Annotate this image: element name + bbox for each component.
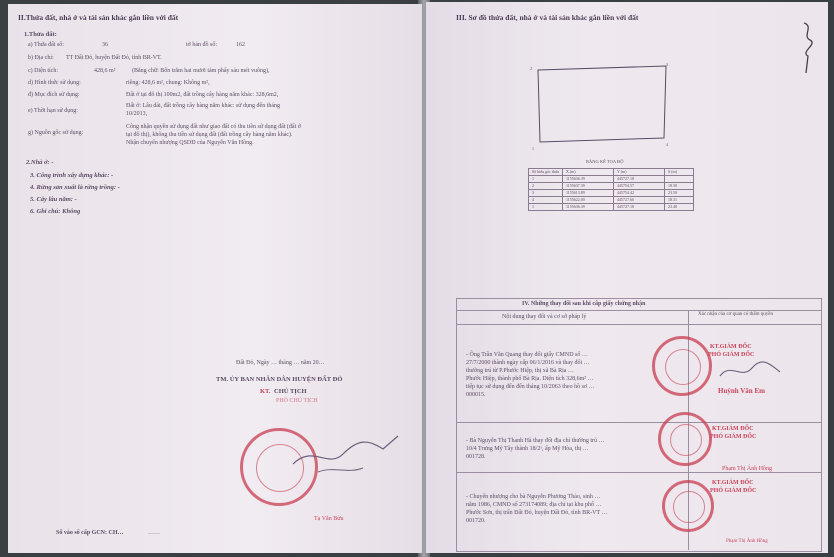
office-red-seal xyxy=(658,412,712,466)
section-2-title: II.Thửa đất, nhà ở và tài sản khác gắn liền với đất xyxy=(18,13,179,22)
change-line: năm 1986, CMND số 273174089; địa chỉ tại khu phố … xyxy=(466,502,602,508)
corner-handwritten-mark xyxy=(796,18,822,78)
section-4-title: IV. Những thay đổi sau khi cấp giấy chứng nhận xyxy=(522,301,646,307)
change-line: tiếp tục sử dụng đến đến tháng 10/2063 theo hồ sơ … xyxy=(466,384,595,390)
table-cell: 445754.42 xyxy=(613,190,664,197)
coord-table xyxy=(528,168,694,211)
table-row xyxy=(529,176,694,183)
section-3-title: III. Sơ đồ thửa đất, nhà ở và tài sản khác gắn liền với đất xyxy=(456,13,639,22)
left-page xyxy=(8,4,422,553)
table-cell: 18.31 xyxy=(664,197,693,204)
coord-header: X (m) xyxy=(562,169,613,176)
chairman-title: CHỦ TỊCH xyxy=(274,388,307,395)
svg-text:3: 3 xyxy=(666,62,668,67)
change-line: thường trú từ P.Phước Hiệp, thị xã Bà Rịa … xyxy=(466,368,574,374)
deputy-title-3: PHÓ GIÁM ĐỐC xyxy=(710,488,757,494)
duration-line-1: Đất ở: Lâu dài, đất trồng cây hàng năm khác: sử dụng đến tháng xyxy=(126,103,281,109)
director-title-1: KT.GIÁM ĐỐC xyxy=(710,344,752,350)
coord-table-title: BẢNG KÊ TỌA ĐỘ xyxy=(586,159,624,164)
table-cell: 1155637.39 xyxy=(562,183,613,190)
chairman-name: Tạ Văn Bửu xyxy=(314,516,344,522)
usage-form: riêng: 428,6 m², chung: Không m², xyxy=(126,80,210,86)
notes-line: 6. Ghi chú: Không xyxy=(30,208,81,215)
table-row xyxy=(529,190,694,197)
table-cell: 445727.18 xyxy=(613,204,664,211)
parcel-no: 36 xyxy=(102,42,108,48)
table-cell: 2 xyxy=(529,183,563,190)
coord-header: Y (m) xyxy=(613,169,664,176)
table-cell xyxy=(664,176,693,183)
coord-header: Số hiệu góc thửa xyxy=(529,169,563,176)
table-cell: 3 xyxy=(529,190,563,197)
table-cell: 23.40 xyxy=(664,204,693,211)
table-cell: 445727.66 xyxy=(613,197,664,204)
table-cell: 1 xyxy=(529,204,563,211)
table-cell: 1 xyxy=(529,176,563,183)
origin-line-2: tại đô thị), không thu tiền sử dụng đất (đất trồng cây hàng năm khác). xyxy=(126,132,293,138)
table-cell: 445754.57 xyxy=(613,183,664,190)
change-line: 001728. xyxy=(466,454,486,460)
land-title: 1.Thửa đất: xyxy=(24,31,57,38)
col-confirm-header: Xác nhận của cơ quan có thẩm quyền xyxy=(698,312,773,317)
table-divider xyxy=(456,324,822,325)
forest-line: 4. Rừng sản xuất là rừng trồng: - xyxy=(30,184,120,191)
gcn-register-no: …… xyxy=(148,530,160,536)
svg-text:2: 2 xyxy=(530,66,532,71)
map-sheet: 162 xyxy=(236,42,245,48)
deputy-signature-1 xyxy=(716,358,786,384)
map-sheet-label: tờ bản đồ số: xyxy=(186,42,218,48)
table-cell: 1155636.39 xyxy=(562,176,613,183)
purpose-label: đ) Mục đích sử dụng: xyxy=(28,92,80,98)
director-title-3: KT.GIÁM ĐỐC xyxy=(712,480,754,486)
col-content-header: Nội dung thay đổi và cơ sở pháp lý xyxy=(502,314,587,320)
table-cell: 1155622.00 xyxy=(562,197,613,204)
change-line: - Ông Trần Văn Quang thay đổi giấy CMND số … xyxy=(466,352,588,358)
area-label: c) Diện tích: xyxy=(28,68,58,74)
place-date: Đất Đỏ, Ngày … tháng … năm 20… xyxy=(236,360,325,366)
signer-name-1: Huỳnh Văn Em xyxy=(718,387,765,395)
office-red-seal xyxy=(652,336,712,396)
usage-form-label: d) Hình thức sử dụng: xyxy=(28,80,81,86)
change-line: 27/7/2000 thành ngày cấp 06/1/2016 và thay đổi … xyxy=(466,360,590,366)
table-divider xyxy=(456,422,822,423)
svg-text:4: 4 xyxy=(666,142,668,147)
right-page xyxy=(426,2,828,553)
duration-label: e) Thời hạn sử dụng: xyxy=(28,108,78,114)
house-line: 2.Nhà ở: - xyxy=(26,159,54,166)
committee-title: TM. ỦY BAN NHÂN DÂN HUYỆN ĐẤT ĐỎ xyxy=(216,376,343,383)
coord-header: S (m) xyxy=(664,169,693,176)
change-line: - Bà Nguyễn Thị Thanh Hà thay đổi địa chỉ thường trú … xyxy=(466,438,605,444)
parcel-no-label: a) Thửa đất số: xyxy=(28,42,64,48)
table-cell: 1155613.89 xyxy=(562,190,613,197)
table-cell: 445727.18 xyxy=(613,176,664,183)
change-line: 10/4 Trưng Mỹ Tây thành 18/2ᵃ, ấp Mỹ Hòa, thị … xyxy=(466,446,589,452)
table-cell: 1155636.39 xyxy=(562,204,613,211)
construction-line: 3. Công trình xây dựng khác: - xyxy=(30,172,114,179)
table-row xyxy=(529,183,694,190)
parcel-sketch xyxy=(526,60,676,160)
address: TT Đất Đỏ, huyện Đất Đỏ, tỉnh BR-VT. xyxy=(66,55,162,61)
table-cell: 23.50 xyxy=(664,190,693,197)
change-line: Phước Hiệp, thành phố Bà Rịa. Diện tích 328,6m² … xyxy=(466,376,594,382)
table-cell: 18.50 xyxy=(664,183,693,190)
signer-name-2: Phạm Thị Ánh Hồng xyxy=(722,466,773,472)
area: 428,6 m² xyxy=(94,68,116,74)
origin-line-3: Nhận chuyển nhượng QSDĐ của Nguyễn Văn Hồng. xyxy=(126,140,254,146)
coord-header-row xyxy=(529,169,694,176)
gcn-register-label: Số vào sổ cấp GCN: CH… xyxy=(56,530,124,536)
change-line: 000015. xyxy=(466,392,486,398)
director-title-2: KT.GIÁM ĐỐC xyxy=(712,426,754,432)
deputy-title-1: PHÓ GIÁM ĐỐC xyxy=(708,352,755,358)
table-row xyxy=(529,204,694,211)
change-line: - Chuyển nhượng cho bà Nguyễn Phương Thảo, sinh … xyxy=(466,494,601,500)
office-red-seal xyxy=(662,480,714,532)
deputy-title-2: PHÓ GIÁM ĐỐC xyxy=(710,434,757,440)
address-label: b) Địa chỉ: xyxy=(28,55,54,61)
table-cell: 4 xyxy=(529,197,563,204)
purpose: Đất ở tại đô thị 100m2, đất trồng cây hàng năm khác: 328,6m2, xyxy=(126,92,279,98)
perennial-line: 5. Cây lâu năm: - xyxy=(30,196,77,203)
vice-chairman-title: PHÓ CHỦ TỊCH xyxy=(276,398,318,404)
change-line: 001720. xyxy=(466,518,486,524)
area-words: (Bằng chữ: Bốn trăm hai mươi tám phẩy sáu mét vuông), xyxy=(132,68,270,74)
signer-name-3: Phạm Thị Ánh Hồng xyxy=(726,539,768,544)
change-line: Phước Sơn, thị trấn Đất Đỏ, huyện Đất Đỏ, tỉnh BR-VT … xyxy=(466,510,608,516)
origin-label: g) Nguồn gốc sử dụng: xyxy=(28,130,84,136)
chairman-prefix: KT. xyxy=(260,388,271,395)
duration-line-2: 10/2013, xyxy=(126,111,148,117)
svg-text:1: 1 xyxy=(532,146,534,151)
table-row xyxy=(529,197,694,204)
origin-line-1: Công nhận quyền sử dụng đất như giao đất có thu tiền sử dụng đất (đất ở xyxy=(126,124,301,130)
chairman-signature xyxy=(288,424,408,484)
